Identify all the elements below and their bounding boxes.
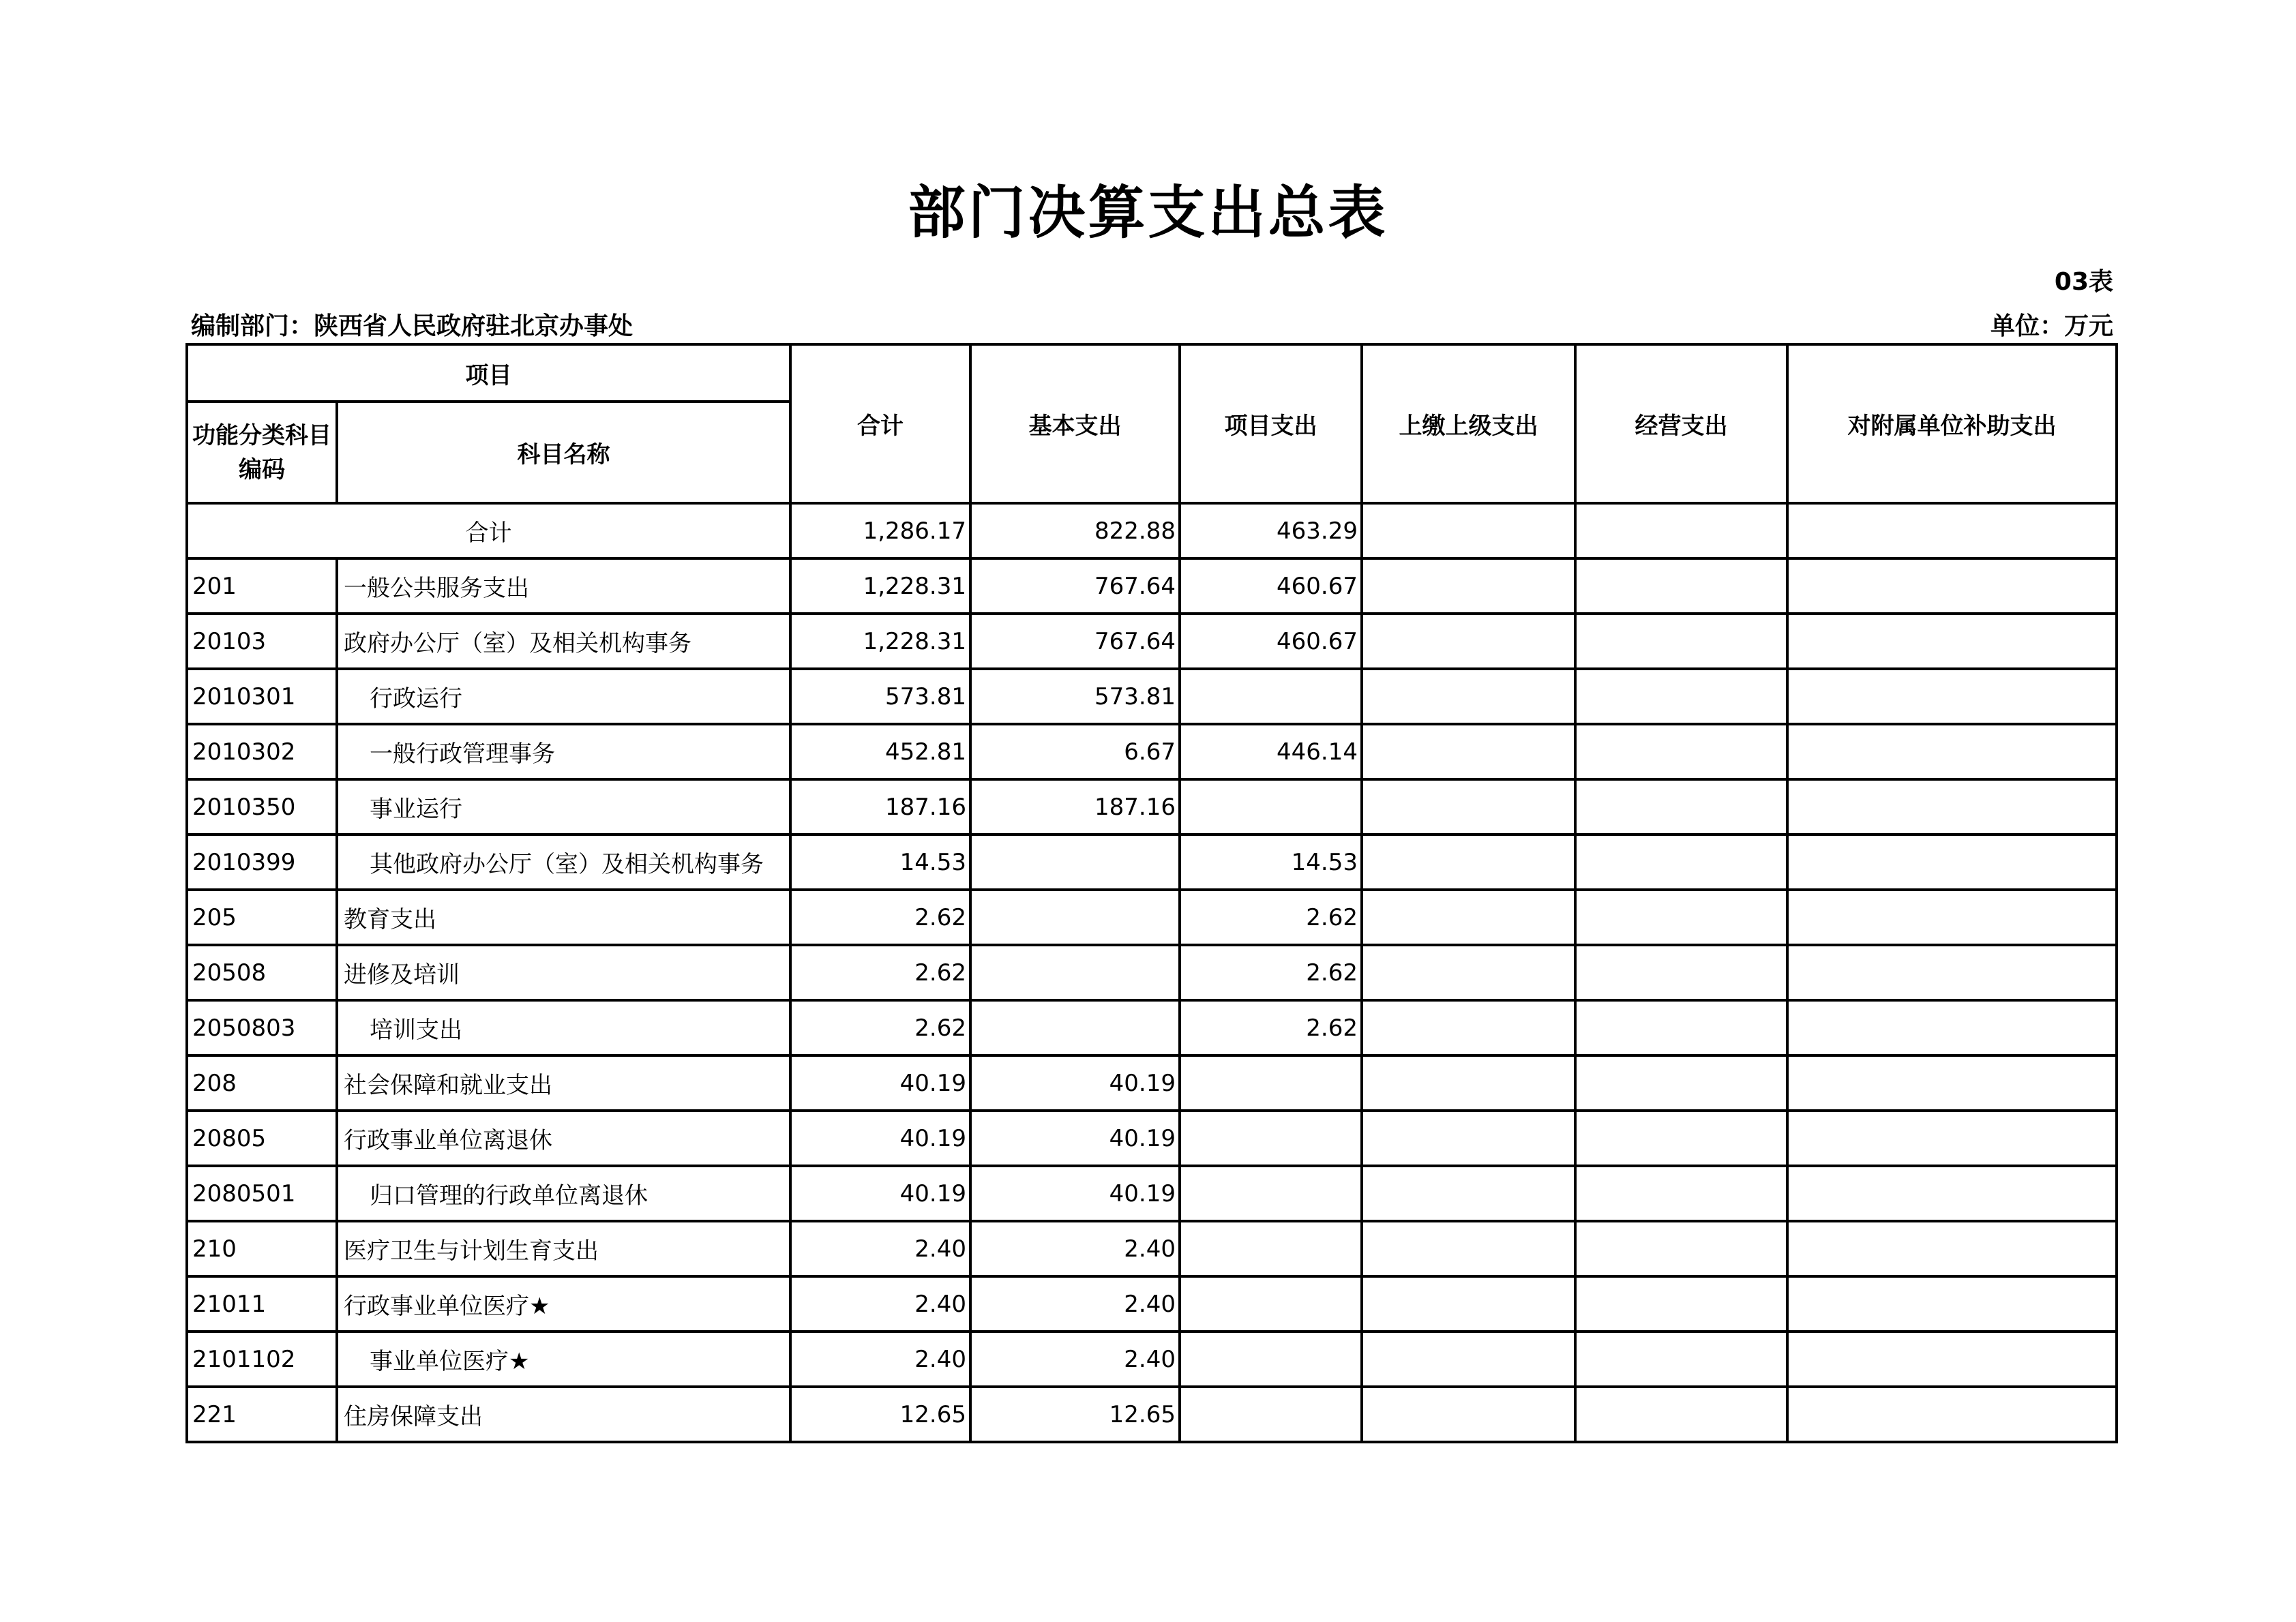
cell-code: 201: [187, 558, 337, 614]
cell-business: [1575, 945, 1787, 1000]
cell-project: 463.29: [1180, 503, 1362, 558]
cell-total: 14.53: [790, 835, 970, 890]
cell-basic: [970, 1000, 1180, 1055]
cell-project: [1180, 1111, 1362, 1166]
cell-upper: [1362, 614, 1575, 669]
cell-business: [1575, 1111, 1787, 1166]
cell-name: 医疗卫生与计划生育支出: [337, 1221, 790, 1276]
cell-subsidy: [1787, 1221, 2117, 1276]
cell-subsidy: [1787, 835, 2117, 890]
cell-name: 归口管理的行政单位离退休: [337, 1166, 790, 1221]
cell-business: [1575, 1332, 1787, 1387]
cell-total: 2.40: [790, 1221, 970, 1276]
cell-total: 573.81: [790, 669, 970, 724]
cell-code: 2010301: [187, 669, 337, 724]
cell-project: [1180, 1221, 1362, 1276]
cell-subsidy: [1787, 945, 2117, 1000]
table-row: [187, 779, 2117, 835]
cell-name: 进修及培训: [337, 945, 790, 1000]
cell-code: 2010399: [187, 835, 337, 890]
cell-basic: 40.19: [970, 1166, 1180, 1221]
cell-code: 20103: [187, 614, 337, 669]
cell-project: 460.67: [1180, 614, 1362, 669]
cell-subsidy: [1787, 558, 2117, 614]
table-row: [187, 1221, 2117, 1276]
cell-project: [1180, 1387, 1362, 1442]
cell-basic: [970, 835, 1180, 890]
cell-code: 2010350: [187, 779, 337, 835]
cell-basic: [970, 890, 1180, 945]
table-row: [187, 1111, 2117, 1166]
cell-project: 460.67: [1180, 558, 1362, 614]
header-item: 项目: [187, 344, 790, 402]
cell-subsidy: [1787, 1000, 2117, 1055]
cell-project: 2.62: [1180, 890, 1362, 945]
table-row: [187, 1166, 2117, 1221]
table-row: [187, 1000, 2117, 1055]
cell-basic: 2.40: [970, 1221, 1180, 1276]
cell-upper: [1362, 1332, 1575, 1387]
cell-business: [1575, 1276, 1787, 1332]
table-row: [187, 1332, 2117, 1387]
table-row: [187, 1055, 2117, 1111]
cell-code: 20508: [187, 945, 337, 1000]
cell-subsidy: [1787, 614, 2117, 669]
cell-name: 事业运行: [337, 779, 790, 835]
cell-total: 187.16: [790, 779, 970, 835]
cell-business: [1575, 1000, 1787, 1055]
cell-project: 14.53: [1180, 835, 1362, 890]
table-row: [187, 835, 2117, 890]
header-total: 合计: [790, 344, 970, 503]
cell-project: [1180, 1166, 1362, 1221]
cell-basic: 822.88: [970, 503, 1180, 558]
header-basic: 基本支出: [970, 344, 1180, 503]
cell-code: 210: [187, 1221, 337, 1276]
cell-code: 21011: [187, 1276, 337, 1332]
cell-basic: 6.67: [970, 724, 1180, 779]
header-subsidy: 对附属单位补助支出: [1787, 344, 2117, 503]
form-number: 03表: [2054, 268, 2113, 296]
cell-name: 一般公共服务支出: [337, 558, 790, 614]
cell-name: 培训支出: [337, 1000, 790, 1055]
cell-basic: 767.64: [970, 558, 1180, 614]
table-body: [187, 503, 2117, 1442]
cell-project: [1180, 1276, 1362, 1332]
cell-project: [1180, 779, 1362, 835]
cell-basic: 40.19: [970, 1055, 1180, 1111]
cell-upper: [1362, 1387, 1575, 1442]
table-row: [187, 724, 2117, 779]
cell-project: 446.14: [1180, 724, 1362, 779]
cell-business: [1575, 558, 1787, 614]
page-title: 部门决算支出总表: [908, 179, 1388, 246]
cell-upper: [1362, 503, 1575, 558]
cell-code: 2010302: [187, 724, 337, 779]
cell-name: 行政事业单位医疗★: [337, 1276, 790, 1332]
cell-subsidy: [1787, 503, 2117, 558]
cell-project: 2.62: [1180, 945, 1362, 1000]
cell-basic: 12.65: [970, 1387, 1180, 1442]
cell-basic: 2.40: [970, 1332, 1180, 1387]
cell-business: [1575, 1221, 1787, 1276]
cell-name: 事业单位医疗★: [337, 1332, 790, 1387]
cell-subsidy: [1787, 1332, 2117, 1387]
cell-subsidy: [1787, 1387, 2117, 1442]
cell-project: [1180, 669, 1362, 724]
cell-upper: [1362, 945, 1575, 1000]
cell-total: 452.81: [790, 724, 970, 779]
table-row: [187, 669, 2117, 724]
cell-code: 221: [187, 1387, 337, 1442]
cell-basic: [970, 945, 1180, 1000]
cell-total: 2.62: [790, 945, 970, 1000]
cell-total: 1,228.31: [790, 558, 970, 614]
cell-basic: 40.19: [970, 1111, 1180, 1166]
cell-name: 行政事业单位离退休: [337, 1111, 790, 1166]
header-business: 经营支出: [1575, 344, 1787, 503]
cell-business: [1575, 614, 1787, 669]
cell-name: 行政运行: [337, 669, 790, 724]
cell-code: 2080501: [187, 1166, 337, 1221]
table-row: [187, 890, 2117, 945]
cell-upper: [1362, 1276, 1575, 1332]
cell-total: 40.19: [790, 1166, 970, 1221]
cell-total: 2.40: [790, 1332, 970, 1387]
cell-subsidy: [1787, 1111, 2117, 1166]
cell-total: 2.40: [790, 1276, 970, 1332]
cell-basic: 2.40: [970, 1276, 1180, 1332]
cell-upper: [1362, 835, 1575, 890]
total-row: [187, 503, 2117, 558]
total-label: 合计: [187, 503, 790, 558]
cell-total: 1,228.31: [790, 614, 970, 669]
cell-basic: 573.81: [970, 669, 1180, 724]
cell-name: 住房保障支出: [337, 1387, 790, 1442]
cell-business: [1575, 669, 1787, 724]
cell-business: [1575, 1387, 1787, 1442]
cell-business: [1575, 1166, 1787, 1221]
cell-business: [1575, 779, 1787, 835]
org-label: 编制部门：陕西省人民政府驻北京办事处: [191, 312, 633, 340]
cell-upper: [1362, 724, 1575, 779]
cell-code: 208: [187, 1055, 337, 1111]
cell-business: [1575, 1055, 1787, 1111]
cell-code: 2050803: [187, 1000, 337, 1055]
cell-upper: [1362, 558, 1575, 614]
table-row: [187, 614, 2117, 669]
cell-subsidy: [1787, 890, 2117, 945]
cell-code: 2101102: [187, 1332, 337, 1387]
cell-subsidy: [1787, 1055, 2117, 1111]
cell-total: 2.62: [790, 890, 970, 945]
cell-upper: [1362, 1111, 1575, 1166]
cell-subsidy: [1787, 1166, 2117, 1221]
table-row: [187, 1387, 2117, 1442]
cell-project: [1180, 1055, 1362, 1111]
cell-basic: 767.64: [970, 614, 1180, 669]
cell-business: [1575, 724, 1787, 779]
cell-name: 一般行政管理事务: [337, 724, 790, 779]
table-row: [187, 945, 2117, 1000]
cell-total: 2.62: [790, 1000, 970, 1055]
cell-subsidy: [1787, 779, 2117, 835]
cell-total: 1,286.17: [790, 503, 970, 558]
unit-label: 单位：万元: [1990, 312, 2113, 340]
cell-upper: [1362, 779, 1575, 835]
cell-total: 40.19: [790, 1111, 970, 1166]
cell-name: 社会保障和就业支出: [337, 1055, 790, 1111]
cell-name: 其他政府办公厅（室）及相关机构事务: [337, 835, 790, 890]
cell-name: 教育支出: [337, 890, 790, 945]
cell-upper: [1362, 1000, 1575, 1055]
table-row: [187, 1276, 2117, 1332]
cell-subsidy: [1787, 724, 2117, 779]
cell-upper: [1362, 1166, 1575, 1221]
cell-upper: [1362, 890, 1575, 945]
cell-basic: 187.16: [970, 779, 1180, 835]
cell-total: 12.65: [790, 1387, 970, 1442]
expenditure-table: [185, 343, 2118, 1443]
cell-upper: [1362, 669, 1575, 724]
cell-business: [1575, 835, 1787, 890]
cell-business: [1575, 890, 1787, 945]
cell-code: 205: [187, 890, 337, 945]
cell-project: 2.62: [1180, 1000, 1362, 1055]
cell-upper: [1362, 1055, 1575, 1111]
header-code: 功能分类科目编码: [187, 402, 337, 503]
header-upper: 上缴上级支出: [1362, 344, 1575, 503]
cell-total: 40.19: [790, 1055, 970, 1111]
table-row: [187, 558, 2117, 614]
header-name: 科目名称: [337, 402, 790, 503]
header-project: 项目支出: [1180, 344, 1362, 503]
cell-code: 20805: [187, 1111, 337, 1166]
cell-business: [1575, 503, 1787, 558]
cell-name: 政府办公厅（室）及相关机构事务: [337, 614, 790, 669]
cell-subsidy: [1787, 669, 2117, 724]
cell-subsidy: [1787, 1276, 2117, 1332]
cell-upper: [1362, 1221, 1575, 1276]
cell-project: [1180, 1332, 1362, 1387]
